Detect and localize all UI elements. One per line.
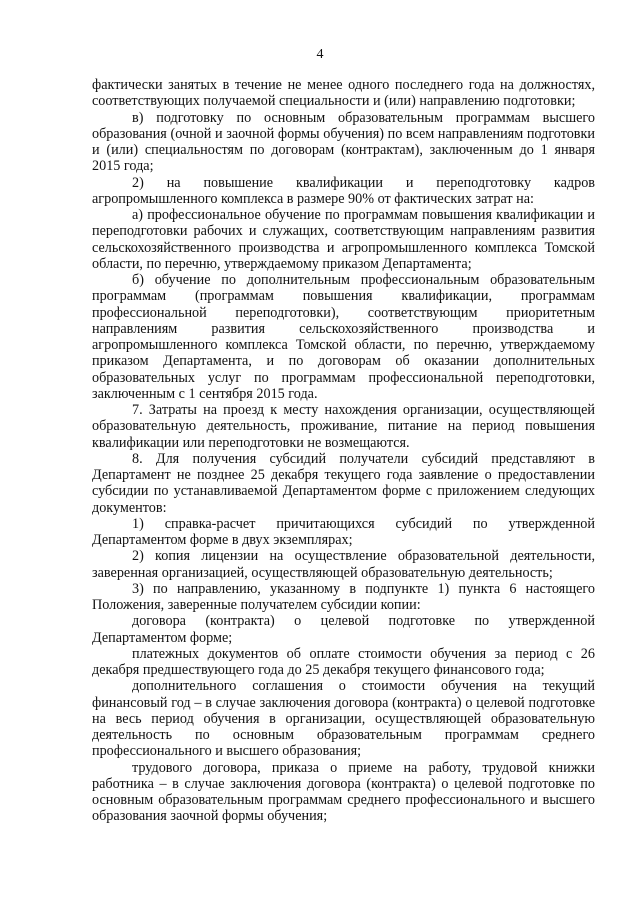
paragraph-item-2: 2) на повышение квалификации и переподготовку кадров агропромышленного комплекса в размере 90% от фактических затрат на: (92, 174, 595, 207)
paragraph-copy-employment: трудового договора, приказа о приеме на работу, трудовой книжки работника – в случае заключения договора (контракта) о целевой подготовке по основным образовательным программам среднего профессионального и высшего образования заочной формы обучения; (92, 759, 595, 825)
paragraph-copy-agreement: дополнительного соглашения о стоимости обучения на текущий финансовый год – в случае заключения договора (контракта) о целевой подготовке на весь период обучения в организации, осуществляющей образовательную деятельность по основным образовательным программам среднего профессионального и высшего образования; (92, 678, 595, 760)
paragraph-item-b: б) обучение по дополнительным профессиональным образовательным программам (программам повышения квалификации, программам профессиональной переподготовки), соответствующим приоритетным направлениям развития сельскохозяйственного производства и агропромышленного комплекса Томской области, по перечню, утверждаемому приказом Департамента, и по договорам об оказании дополнительных образовательных услуг по программам профессиональной переподготовки, заключенным с 1 сентября 2015 года. (92, 272, 595, 402)
paragraph-item-v: в) подготовку по основным образовательным программам высшего образования (очной и заочной формы обучения) по всем направлениям подготовки и (или) специальностям по договорам (контрактам), заключенным до 1 января 2015 года; (92, 109, 595, 175)
paragraph-doc-2: 2) копия лицензии на осуществление образовательной деятельности, заверенная организацией, осуществляющей образовательную деятельность; (92, 548, 595, 581)
document-body (92, 77, 595, 825)
paragraph-doc-1: 1) справка-расчет причитающихся субсидий по утвержденной Департаментом форме в двух экземплярах; (92, 515, 595, 548)
paragraph-doc-3: 3) по направлению, указанному в подпункте 1) пункта 6 настоящего Положения, заверенные получателем субсидии копии: (92, 580, 595, 613)
paragraph-copy-payments: платежных документов об оплате стоимости обучения за период с 26 декабря предшествующего года до 25 декабря текущего финансового года; (92, 645, 595, 678)
paragraph-continuation: фактически занятых в течение не менее одного последнего года на должностях, соответствующих получаемой специальности и (или) направлению подготовки; (92, 77, 595, 110)
paragraph-clause-8: 8. Для получения субсидий получатели субсидий представляют в Департамент не позднее 25 декабря текущего года заявление о предоставлении субсидии по устанавливаемой Департаментом форме с приложением следующих документов: (92, 450, 595, 516)
paragraph-clause-7: 7. Затраты на проезд к месту нахождения организации, осуществляющей образовательную деятельность, проживание, питание на период повышения квалификации или переподготовки не возмещаются. (92, 402, 595, 451)
paragraph-item-a: а) профессиональное обучение по программам повышения квалификации и переподготовки рабочих и служащих, соответствующим направлениям развития сельскохозяйственного производства и агропромышленного комплекса Томской области, по перечню, утверждаемому приказом Департамента; (92, 207, 595, 272)
page-number: 4 (316, 47, 324, 62)
paragraph-copy-contract: договора (контракта) о целевой подготовке по утвержденной Департаментом форме; (92, 613, 595, 646)
